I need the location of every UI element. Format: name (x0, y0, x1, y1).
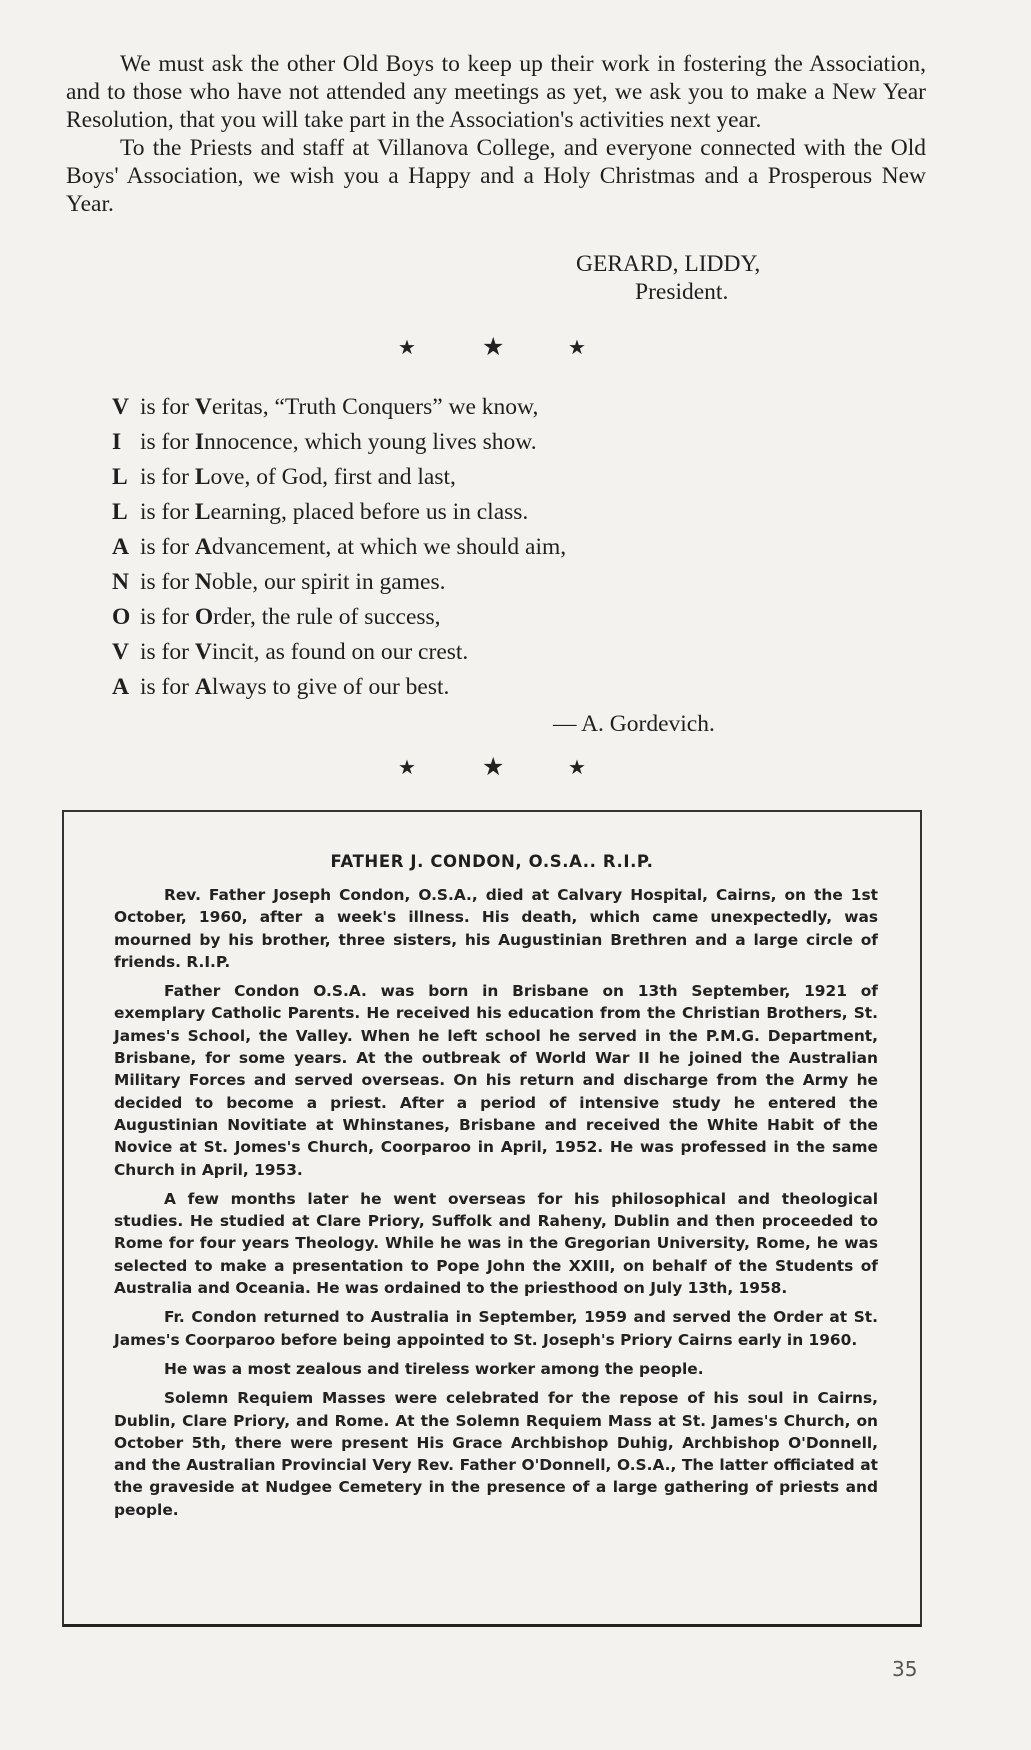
poem-word-initial: L (194, 499, 211, 525)
letter-paragraph: We must ask the other Old Boys to keep up their work in fostering the Association, and to those who have not attended any meetings as yet, we ask you to make a New Year Resolution, that you will take part in the Association's activities next year. (66, 51, 926, 133)
signature-name: GERARD, LIDDY, (576, 251, 761, 277)
poem-line (112, 565, 812, 600)
poem-line (112, 670, 812, 705)
obituary-paragraph: He was a most zealous and tireless worker among the people. (164, 1359, 704, 1378)
poem-line (112, 530, 812, 565)
poem-word-rest: incit, as found on our crest. (211, 639, 469, 665)
poem-line (112, 495, 812, 530)
poem-word-initial: A (194, 534, 212, 560)
poem-word-rest: rder, the rule of success, (213, 604, 441, 630)
poem-line-prefix: is for (140, 639, 195, 665)
poem-initial-letter: O (112, 604, 131, 630)
poem-line-text (140, 464, 456, 490)
poem-line-text (140, 394, 538, 420)
star-icon: ★ (482, 752, 505, 781)
poem-line-prefix: is for (140, 429, 195, 455)
poem-initial-letter: A (112, 674, 129, 700)
poem-initial-letter: V (112, 639, 129, 665)
poem-line (112, 425, 812, 460)
poem-word-initial: I (194, 429, 204, 455)
poem-line-prefix: is for (140, 569, 195, 595)
poem-word-initial: O (194, 604, 214, 630)
poem-line-text (140, 604, 441, 630)
obituary-title: FATHER J. CONDON, O.S.A.. R.I.P. (330, 852, 654, 871)
poem-initial-letter: L (112, 464, 128, 490)
poem-line-text (140, 429, 537, 455)
poem-word-rest: dvancement, at which we should aim, (211, 534, 567, 560)
signature-title: President. (635, 279, 729, 305)
acrostic-poem (112, 390, 812, 705)
star-icon: ★ (568, 755, 586, 779)
poem-line-prefix: is for (140, 499, 195, 525)
signature-block (560, 250, 820, 306)
star-icon: ★ (482, 332, 505, 361)
poem-line-text (140, 639, 468, 665)
poem-line-text (140, 534, 566, 560)
letter-body (66, 50, 926, 218)
star-separator (398, 752, 598, 785)
poem-line-prefix: is for (140, 604, 195, 630)
star-icon: ★ (398, 335, 416, 359)
poem-line-prefix: is for (140, 674, 195, 700)
obituary-paragraph: Father Condon O.S.A. was born in Brisbane on 13th September, 1921 of exemplary Catholic Parents. He received his education from the Christian Brothers, St. James's School, the Valley. When he left school he served in the P.M.G. Department, Brisbane, for some years. At the outbreak of World War II he joined the Australian Military Forces and served overseas. On his return and discharge from the Army he decided to become a priest. After a period of intensive study he entered the Augustinian Novitiate at Whinstanes, Brisbane and received the White Habit of the Novice at St. Jomes's Church, Coorparoo in April, 1952. He was professed in the same Church in April, 1953. (114, 982, 878, 1179)
poem-author: — A. Gordevich. (553, 711, 715, 737)
poem-line (112, 390, 812, 425)
poem-line-prefix: is for (140, 464, 195, 490)
poem-line (112, 460, 812, 495)
obituary-paragraph: A few months later he went overseas for his philosophical and theological studies. He studied at Clare Priory, Suffolk and Raheny, Dublin and then proceeded to Rome for four years Theology. While he was in the Gregorian University, Rome, he was selected to make a presentation to Pope John the XXIII, on behalf of the Students of Australia and Oceania. He was ordained to the priesthood on July 13th, 1958. (114, 1189, 878, 1298)
poem-word-rest: lways to give of our best. (211, 674, 450, 700)
poem-initial-letter: V (112, 394, 129, 420)
poem-word-initial: L (194, 464, 211, 490)
poem-line-text (140, 674, 449, 700)
poem-line (112, 600, 812, 635)
poem-word-rest: oble, our spirit in games. (211, 569, 446, 595)
obituary-paragraph: Solemn Requiem Masses were celebrated for the repose of his soul in Cairns, Dublin, Clare Priory, and Rome. At the Solemn Requiem Mass at St. James's Church, on October 5th, there were present His Grace Archbishop Duhig, Archbishop O'Donnell, and the Australian Provincial Very Rev. Father O'Donnell, O.S.A., The latter officiated at the graveside at Nudgee Cemetery in the presence of a large gathering of priests and people. (114, 1389, 878, 1519)
poem-line-prefix: is for (140, 394, 195, 420)
poem-word-initial: N (194, 569, 212, 595)
poem-line-text (140, 499, 528, 525)
star-separator (398, 332, 598, 365)
poem-line-text (140, 569, 445, 595)
letter-paragraph: To the Priests and staff at Villanova College, and everyone connected with the Old Boys' Association, we wish you a Happy and a Holy Christmas and a Prosperous New Year. (66, 135, 926, 217)
poem-word-rest: eritas, “Truth Conquers” we know, (211, 394, 539, 420)
obituary-paragraph: Fr. Condon returned to Australia in September, 1959 and served the Order at St. James's Coorparoo before being appointed to St. Joseph's Priory Cairns early in 1960. (114, 1308, 878, 1349)
poem-line-prefix: is for (140, 534, 195, 560)
poem-word-rest: earning, placed before us in class. (210, 499, 529, 525)
poem-initial-letter: N (112, 569, 129, 595)
poem-word-initial: A (194, 674, 212, 700)
poem-word-initial: V (194, 639, 212, 665)
poem-initial-letter: L (112, 499, 128, 525)
poem-word-rest: ove, of God, first and last, (210, 464, 456, 490)
poem-initial-letter: A (112, 534, 129, 560)
star-icon: ★ (568, 335, 586, 359)
poem-initial-letter: I (112, 429, 122, 455)
obituary-box (62, 810, 922, 1627)
obituary-paragraph: Rev. Father Joseph Condon, O.S.A., died at Calvary Hospital, Cairns, on the 1st October, 1960, after a week's illness. His death, which came unexpectedly, was mourned by his brother, three sisters, his Augustinian Brethren and a large circle of friends. R.I.P. (114, 886, 878, 971)
poem-line (112, 635, 812, 670)
poem-word-rest: nnocence, which young lives show. (203, 429, 537, 455)
obituary-body (114, 884, 878, 1528)
poem-word-initial: V (194, 394, 212, 420)
star-icon: ★ (398, 755, 416, 779)
page-number: 35 (892, 1657, 918, 1681)
